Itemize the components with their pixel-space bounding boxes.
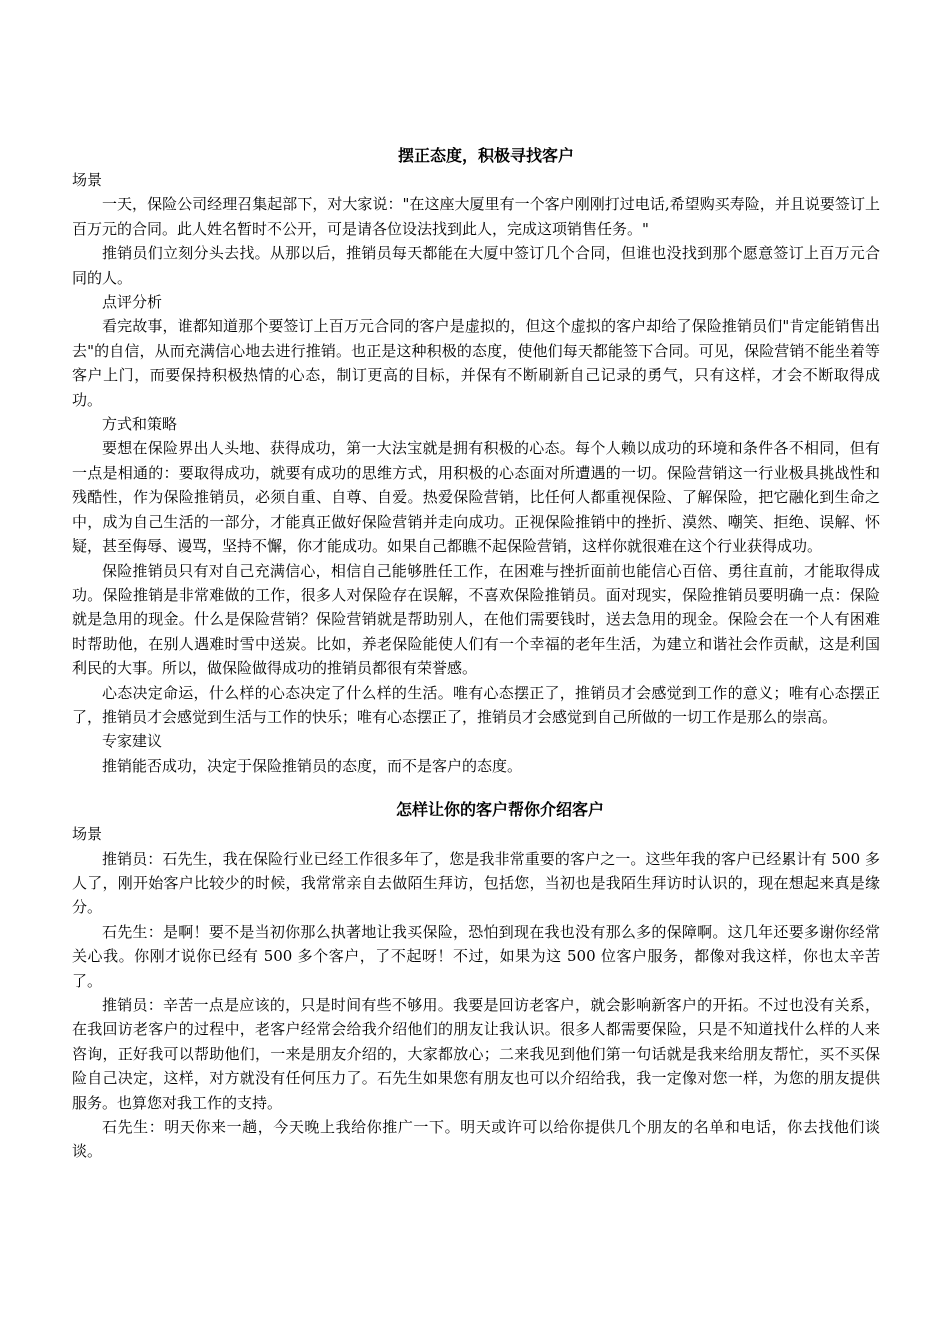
paragraph: 推销能否成功，决定于保险推销员的态度，而不是客户的态度。 <box>102 756 523 775</box>
section-title: 摆正态度，积极寻找客户 <box>397 146 574 165</box>
section-title: 怎样让你的客户帮你介绍客户 <box>396 800 605 820</box>
paragraph: 一天，保险公司经理召集起部下，对大家说："在这座大厦里有一个客户刚刚打过电话,希望购买寿险，并且说要签订上百万元的合同。此人姓名暂时不公开，可是请各位设法找到此人，完成这项销售任务。" <box>72 195 880 238</box>
scene-label: 场景 <box>72 825 103 844</box>
scene-label: 场景 <box>72 171 103 189</box>
paragraph: 看完故事，谁都知道那个要签订上百万元合同的客户是虚拟的，但这个虚拟的客户却给了保险推销员们"肯定能销售出去"的自信，从而充满信心地去进行推销。也正是这种积极的态度，使他们每天都能签下合同。可见，保险营销不能坐着等客户上门，而要保持积极热情的心态，制订更高的目标，并保有不断刷新自己记录的勇气，只有这样，才会不断取得成功。 <box>72 317 880 409</box>
paragraph: 心态决定命运，什么样的心态决定了什么样的生活。唯有心态摆正了，推销员才会感觉到工作的意义；唯有心态摆正了，推销员才会感觉到生活与工作的快乐；唯有心态摆正了，推销员才会感觉到自己所做的一切工作是那么的崇高。 <box>72 683 880 726</box>
paragraph: 推销员：石先生，我在保险行业已经工作很多年了，您是我非常重要的客户之一。这些年我的客户已经累计有 500 多人了，刚开始客户比较少的时候，我常常亲自去做陌生拜访，包括您，当初也是我陌生拜访时认识的，现在想起来真是缘分。 <box>72 849 880 917</box>
expert-label: 专家建议 <box>102 732 163 751</box>
paragraph: 推销员们立刻分头去找。从那以后，推销员每天都能在大厦中签订几个合同，但谁也没找到那个愿意签订上百万元合同的人。 <box>72 244 880 287</box>
comment-label: 点评分析 <box>102 293 163 312</box>
method-label: 方式和策略 <box>102 415 178 434</box>
paragraph: 石先生：是啊！要不是当初你那么执著地让我买保险，恐怕到现在我也没有那么多的保障啊。这几年还要多谢你经常关心我。你刚才说你已经有 500 多个客户，了不起呀！不过，如果为这 500 位客户服务，都像对我这样，你也太辛苦了。 <box>72 922 880 990</box>
document-page <box>72 144 880 1164</box>
paragraph: 石先生：明天你来一趟，今天晚上我给你推广一下。明天或许可以给你提供几个朋友的名单和电话，你去找他们谈谈。 <box>72 1118 880 1161</box>
paragraph: 保险推销员只有对自己充满信心，相信自己能够胜任工作，在困难与挫折面前也能信心百倍、勇往直前，才能取得成功。保险推销是非常难做的工作，很多人对保险存在误解，不喜欢保险推销员。面对现实，保险推销员要明确一点：保险就是急用的现金。什么是保险营销？保险营销就是帮助别人，在他们需要钱时，送去急用的现金。保险会在一个人有困难时帮助他，在别人遇难时雪中送炭。比如，养老保险能使人们有一个幸福的老年生活，为建立和谐社会作贡献，这是利国利民的大事。所以，做保险做得成功的推销员都很有荣誉感。 <box>72 561 880 678</box>
paragraph: 要想在保险界出人头地、获得成功，第一大法宝就是拥有积极的心态。每个人赖以成功的环境和条件各不相同，但有一点是相通的：要取得成功，就要有成功的思维方式，用积极的心态面对所遭遇的一切。保险营销这一行业极具挑战性和残酷性，作为保险推销员，必须自重、自尊、自爱。热爱保险营销，比任何人都重视保险、了解保险，把它融化到生命之中，成为自己生活的一部分，才能真正做好保险营销并走向成功。正视保险推销中的挫折、漠然、嘲笑、拒绝、误解、怀疑，甚至侮辱、谩骂，坚持不懈，你才能成功。如果自己都瞧不起保险营销，这样你就很难在这个行业获得成功。 <box>72 439 880 556</box>
paragraph: 推销员：辛苦一点是应该的，只是时间有些不够用。我要是回访老客户，就会影响新客户的开拓。不过也没有关系，在我回访老客户的过程中，老客户经常会给我介绍他们的朋友让我认识。很多人都需要保险，只是不知道找什么样的人来咨询，正好我可以帮助他们，一来是朋友介绍的，大家都放心；二来我见到他们第一句话就是我来给朋友帮忙，买不买保险自己决定，这样，对方就没有任何压力了。石先生如果您有朋友也可以介绍给我，我一定像对您一样，为您的朋友提供服务。也算您对我工作的支持。 <box>72 996 880 1112</box>
